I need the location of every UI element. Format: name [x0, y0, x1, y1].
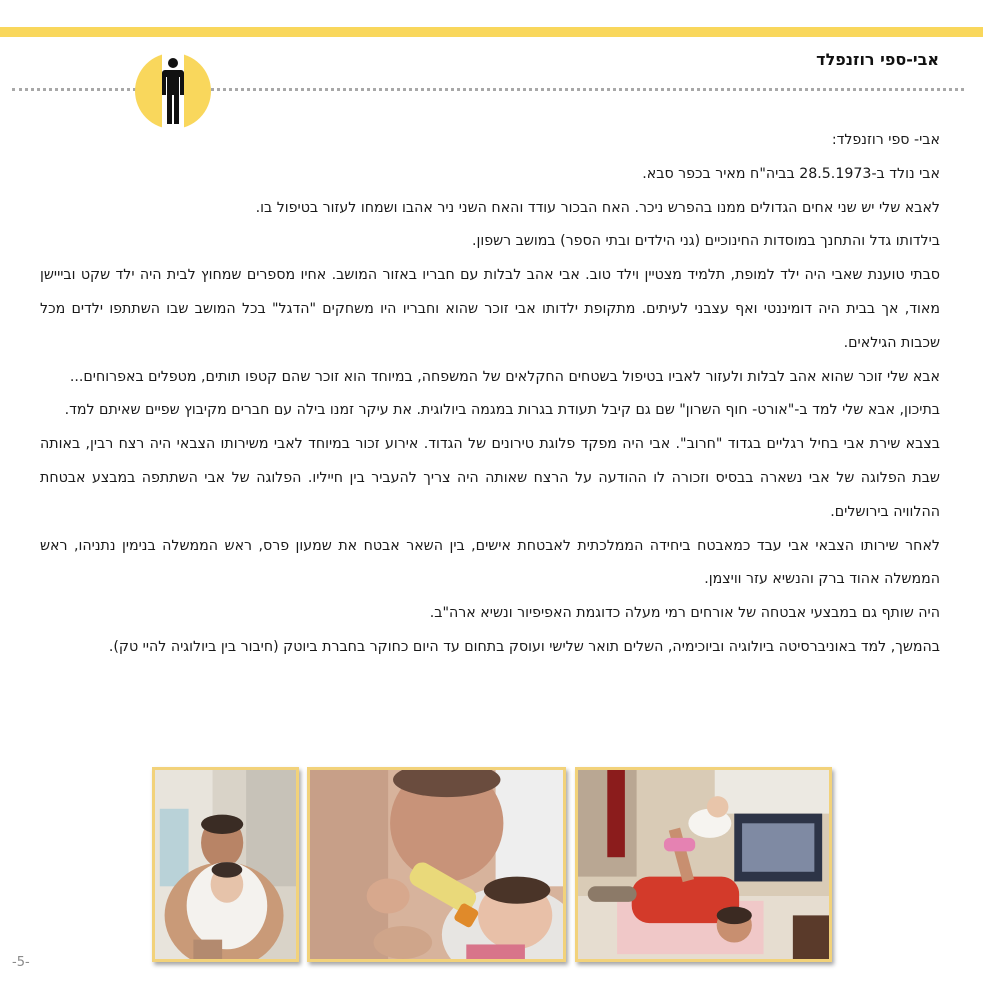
paragraph: אבי נולד ב-28.5.1973 בביה"ח מאיר בכפר סבא.	[642, 165, 940, 182]
photo-icon	[155, 770, 296, 959]
paragraph-heading: אבי- ספי רוזנפלד:	[831, 132, 940, 148]
top-accent-bar	[0, 27, 983, 37]
page-number: -5-	[12, 955, 30, 970]
photo-icon	[578, 770, 829, 959]
photo-father-lifting-baby	[575, 767, 832, 962]
paragraph: לאחר שירותו הצבאי אבי עבד כמאבטח ביחידה הממלכתית לאבטחת אישים, בין השאר אבטח את שמעון פרס, ראש הממשלה בנימין נתניהו, ראש הממשלה אהוד ברק והנשיא עזר וויצמן.	[40, 537, 940, 588]
paragraph: אבא שלי זוכר שהוא אהב לבלות ולעזור לאביו בטיפול בשטחים החקלאים של המשפחה, במיוחד הוא זוכר שהם קטפו תותים, מטפלים באפרוחים...	[69, 368, 940, 385]
photo-father-holding-baby	[152, 767, 299, 962]
person-icon	[134, 52, 212, 130]
paragraph: בהמשך, למד באוניברסיטה ביולוגיה וביוכימיה, השלים תואר שלישי ועוסק בתחום עד היום כחוקר בחברת ביוטק (חיבור בין ביולוגיה להיי טק).	[108, 638, 940, 655]
paragraph: בצבא שירת אבי בחיל רגליים בגדוד "חרוב". אבי היה מפקד פלוגת טירונים של הגדוד. אירוע זכור במיוחד לאבי משירותו הצבאי היה רצח רבין, באותה שבת הפלוגה של אבי נשארה בבסיס וזכורה לו ההודעה על הרצח שאותה היה צריך להעביר בין חייליו. הפלוגה של אבי השתתפה במבצע אבטחת ההלוויה בירושלים.	[40, 436, 940, 520]
paragraph: סבתי טוענת שאבי היה ילד למופת, תלמיד מצטיין וילד טוב. אבי אהב לבלות עם חבריו באזור המושב. אחיו מספרים שמחוץ לבית היה ילד שקט ובייישן מאוד, אך בבית היה דומיננטי ואף עצבני לעיתים. מתקופת ילדותו אבי זוכר שהוא וחבריו היו משחקים "הדגל" בכל המושב שבו השתתפו ילדים מכל שכבות הגילאים.	[40, 267, 940, 351]
photo-icon	[310, 770, 563, 959]
paragraph: בתיכון, אבא שלי למד ב-"אורט- חוף השרון" שם גם קיבל תעודת בגרות במגמה ביולוגית. את עיקר זמנו בילה עם חברים מקיבוץ שפיים שאיתם למד.	[64, 402, 940, 419]
paragraph: בילדותו גדל והתחנך במוסדות החינוכיים (גני הילדים ובתי הספר) במושב רשפון.	[471, 233, 940, 250]
page-title: אבי-ספי רוזנפלד	[816, 50, 939, 69]
paragraph: לאבא שלי יש שני אחים הגדולים ממנו בהפרש ניכר. האח הבכור עודד והאח השני ניר אהבו ושמחו לעזור בטיפול בו.	[255, 199, 940, 216]
biography-text	[40, 124, 940, 665]
photo-father-feeding-baby	[307, 767, 566, 962]
paragraph: היה שותף גם במבצעי אבטחה של אורחים רמי מעלה כדוגמת האפיפיור ונשיא ארה"ב.	[429, 605, 940, 622]
